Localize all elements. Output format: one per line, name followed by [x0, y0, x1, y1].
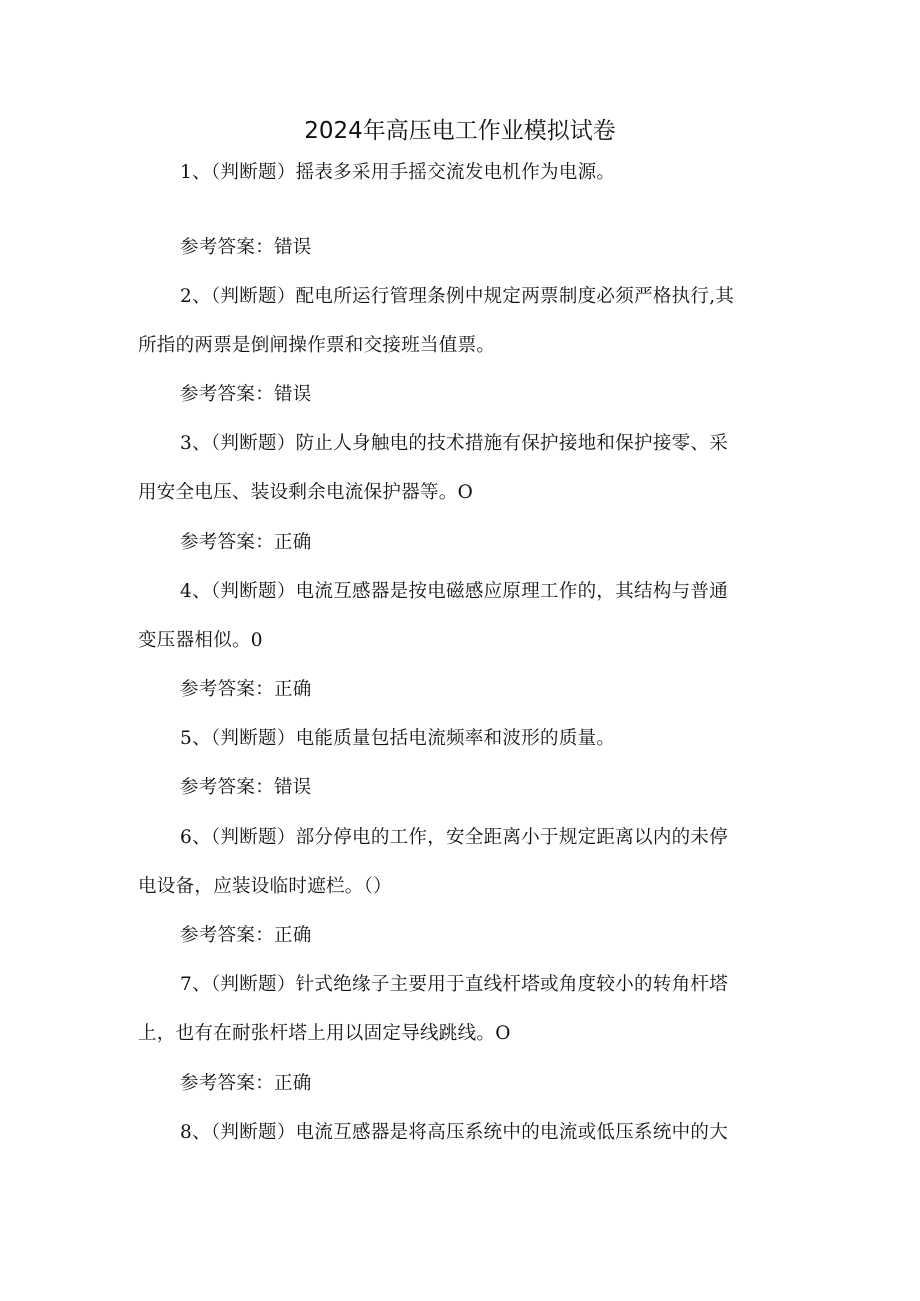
question-1-answer: 参考答案：错误 [180, 237, 312, 258]
question-2-answer: 参考答案：错误 [180, 384, 312, 405]
question-3-line-2: 用安全电压、装设剩余电流保护器等。O [138, 482, 474, 503]
question-2-line-2: 所指的两票是倒闸操作票和交接班当值票。 [138, 335, 496, 356]
question-6-answer: 参考答案：正确 [180, 925, 312, 946]
question-7-answer: 参考答案：正确 [180, 1073, 312, 1094]
question-7-line-2: 上，也有在耐张杆塔上用以固定导线跳线。O [138, 1023, 511, 1044]
question-2-line-1: 2、（判断题）配电所运行管理条例中规定两票制度必须严格执行,其 [180, 286, 735, 307]
question-6-line-1: 6、（判断题）部分停电的工作，安全距离小于规定距离以内的未停 [180, 827, 729, 848]
question-4-line-1: 4、（判断题）电流互感器是按电磁感应原理工作的，其结构与普通 [180, 581, 729, 602]
question-3-answer: 参考答案：正确 [180, 532, 312, 553]
question-4-line-2: 变压器相似。0 [138, 630, 263, 651]
question-8-line-1: 8、（判断题）电流互感器是将高压系统中的电流或低压系统中的大 [180, 1122, 729, 1143]
question-1-line-1: 1、（判断题）摇表多采用手摇交流发电机作为电源。 [180, 162, 616, 183]
question-5-answer: 参考答案：错误 [180, 777, 312, 798]
question-7-line-1: 7、（判断题）针式绝缘子主要用于直线杆塔或角度较小的转角杆塔 [180, 974, 729, 995]
question-5-line-1: 5、（判断题）电能质量包括电流频率和波形的质量。 [180, 728, 616, 749]
question-3-line-1: 3、（判断题）防止人身触电的技术措施有保护接地和保护接零、采 [180, 433, 729, 454]
question-4-answer: 参考答案：正确 [180, 679, 312, 700]
document-title: 2024年高压电工作业模拟试卷 [304, 118, 616, 144]
question-6-line-2: 电设备，应装设临时遮栏。（） [138, 876, 392, 897]
